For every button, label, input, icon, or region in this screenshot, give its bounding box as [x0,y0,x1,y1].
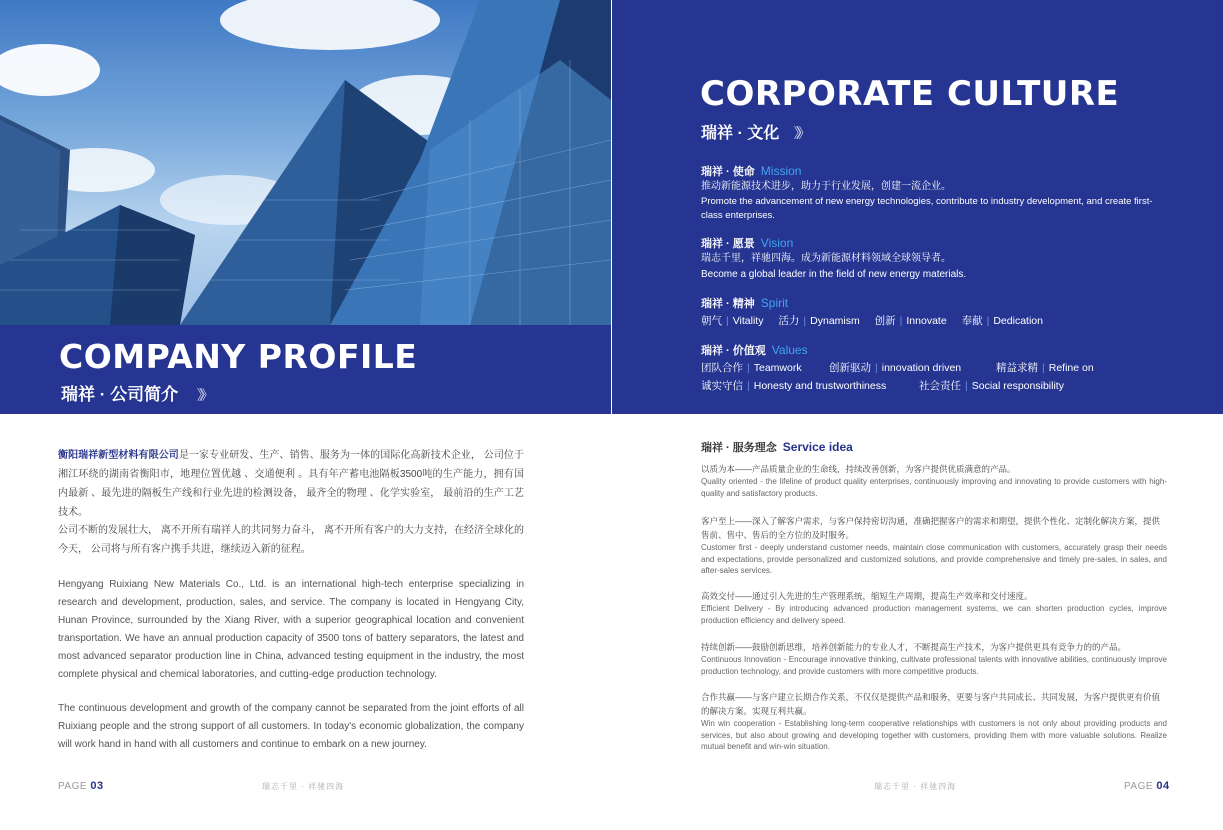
values-item: 团队合作 | Teamwork [701,362,802,374]
service-cn: 持续创新——鼓励创新思维，培养创新能力的专业人才，不断提高生产技术，为客户提供更具有竞争力的的产品。 [701,642,1127,652]
service-block [701,690,1167,753]
spirit-item: 创新 | Innovate [874,315,947,327]
service-block [701,640,1167,677]
mission-cn: 推动新能源技术进步，助力于行业发展，创建一流企业。 [701,181,951,192]
service-cn: 客户至上——深入了解客户需求，与客户保持密切沟通，准确把握客户的需求和期望，提供个性化、定制化解决方案，提供售前、售中、售后的全方位的及时服务。 [701,516,1161,540]
service-en: Efficient Delivery - By introducing advanced production management systems, we can shorten production cycles, improve production efficiency and delivery speed. [701,604,1167,625]
spirit-item: 奉献 | Dedication [961,315,1043,327]
values-item: 精益求精 | Refine on [996,362,1094,374]
profile-en-paragraph-2: The continuous development and growth of the company cannot be separated from the joint efforts of all Ruixiang people and the strong support of all customers. In today's economic globalization, the company will work hand in hand with all customers and continue to embark on a new journey. [58,703,524,750]
vision-cn: 瑞志千里，祥驰四海。成为新能源材料领域全球领导者。 [701,253,951,264]
service-en: Quality oriented - the lifeline of product quality enterprises, continuously improving and innovating to provide customers with high-quality and satisfactory products. [701,477,1167,498]
skyscraper-illustration [0,0,611,325]
service-block [701,462,1167,499]
service-block [701,589,1167,626]
spirit-heading [701,295,788,311]
page-number-left [58,780,104,792]
values-heading-cn: 瑞祥 · 价值观 [701,345,766,357]
footer-slogan-right: 瑞志千里 · 祥驰四海 [874,782,957,791]
values-item: 创新驱动 | innovation driven [829,362,962,374]
spirit-list [701,314,1043,329]
values-heading-en: Values [771,343,808,357]
spirit-item: 朝气 | Vitality [701,315,764,327]
values-item: 社会责任 | Social responsibility [919,380,1064,392]
profile-title-band [0,325,611,414]
profile-cn-paragraph-2: 公司不断的发展壮大， 离不开所有瑞祥人的共同努力奋斗， 离不开所有客户的大力支持，在经济全球化的今天， 公司将与所有客户携手共进，继续迈入新的征程。 [58,525,524,555]
mission-heading [701,163,801,179]
service-block [701,514,1167,577]
profile-en-paragraph-1: Hengyang Ruixiang New Materials Co., Ltd. is an international high-tech enterprise specializing in research and development, production, sales, and service. The company is located in Hengyang City, Hunan Province, surrounded by the Xiang River, with a superior geographical location and convenient transportation. We have an annual production capacity of 3500 tons of battery separators, the latest and most advanced separator production line in China, advanced testing equipment in the industry, the most complete physical and chemical laboratories, and cutting-edge production technology. [58,579,524,680]
subtitle-text: 瑞祥 · 公司简介 [61,385,179,404]
mission-heading-cn: 瑞祥 · 使命 [701,166,755,178]
culture-panel [612,0,1223,414]
service-cn: 高效交付——通过引入先进的生产管理系统，缩短生产周期，提高生产效率和交付速度。 [701,591,1033,601]
service-cn: 以质为本——产品质量企业的生命线，持续改善创新，为客户提供优质满意的产品。 [701,464,1016,474]
vision-heading-en: Vision [760,236,794,250]
chevron-right-icon: 》》 [196,387,210,403]
values-heading [701,342,808,358]
company-name: 衡阳瑞祥新型材料有限公司 [58,450,179,461]
chevron-right-icon: 》》 [793,125,807,141]
vision-heading [701,235,793,251]
page-label: PAGE [1124,781,1154,792]
page-number-right [1124,780,1170,792]
mission-heading-en: Mission [760,164,802,178]
page-title: COMPANY PROFILE [59,337,418,376]
spirit-item: 活力 | Dynamism [778,315,860,327]
profile-cn-text-1: 是一家专业研发、生产、销售、服务为一体的国际化高新技术企业， 公司位于湘江环绕的湖南省衡阳市，地理位置优越 、交通便利 。具有年产蓄电池隔板3500吨的生产能力，拥有国内最新 、最先进的隔板生产线和行业先进的检测设备， 最齐全的物理 、化学实验室， 最前沿的生产工艺技术。 [58,450,525,518]
vision-heading-cn: 瑞祥 · 愿景 [701,238,755,250]
service-heading-cn: 瑞祥 · 服务理念 [701,442,777,454]
culture-subtitle [701,120,807,143]
service-heading [701,439,853,455]
spirit-heading-en: Spirit [760,296,789,310]
service-heading-en: Service idea [782,440,853,454]
profile-cn-paragraph-1 [58,446,524,522]
skyscraper-photo [0,0,611,325]
footer-slogan-left: 瑞志千里 · 祥驰四海 [262,782,345,791]
service-en: Win win cooperation - Establishing long-term cooperative relationships with customers is not only about providing products and services, but also about growing and developing together with customers, providing them with more valuable solutions. Realize mutual benefit and win-win situation. [701,719,1167,751]
service-en: Continuous Innovation - Encourage innovative thinking, cultivate professional talents with innovative abilities, continuously improve production technology, and provide customers with more competitive products. [701,655,1167,676]
page-num: 04 [1156,780,1170,792]
culture-title: CORPORATE CULTURE [700,74,1120,114]
culture-subtitle-text: 瑞祥 · 文化 [701,125,780,142]
values-item: 诚实守信 | Honesty and trustworthiness [701,380,887,392]
service-en: Customer first - deeply understand customer needs, maintain close communication with customers, accurately grasp their needs and expectations, provide personalized and customized solutions, and provide comprehensive and timely pre-sales, in sales, and after-sales services. [701,543,1167,575]
vision-en: Become a global leader in the field of new energy materials. [701,269,967,280]
page-num: 03 [90,780,104,792]
mission-en: Promote the advancement of new energy technologies, contribute to industry development, and create first-class enterprises. [701,196,1153,221]
page-label: PAGE [58,781,88,792]
spirit-heading-cn: 瑞祥 · 精神 [701,298,755,310]
service-cn: 合作共赢——与客户建立长期合作关系，不仅仅是提供产品和服务，更要与客户共同成长、共同发展，为客户提供更有价值的解决方案。实现互利共赢。 [701,692,1161,716]
page-subtitle [61,380,210,405]
